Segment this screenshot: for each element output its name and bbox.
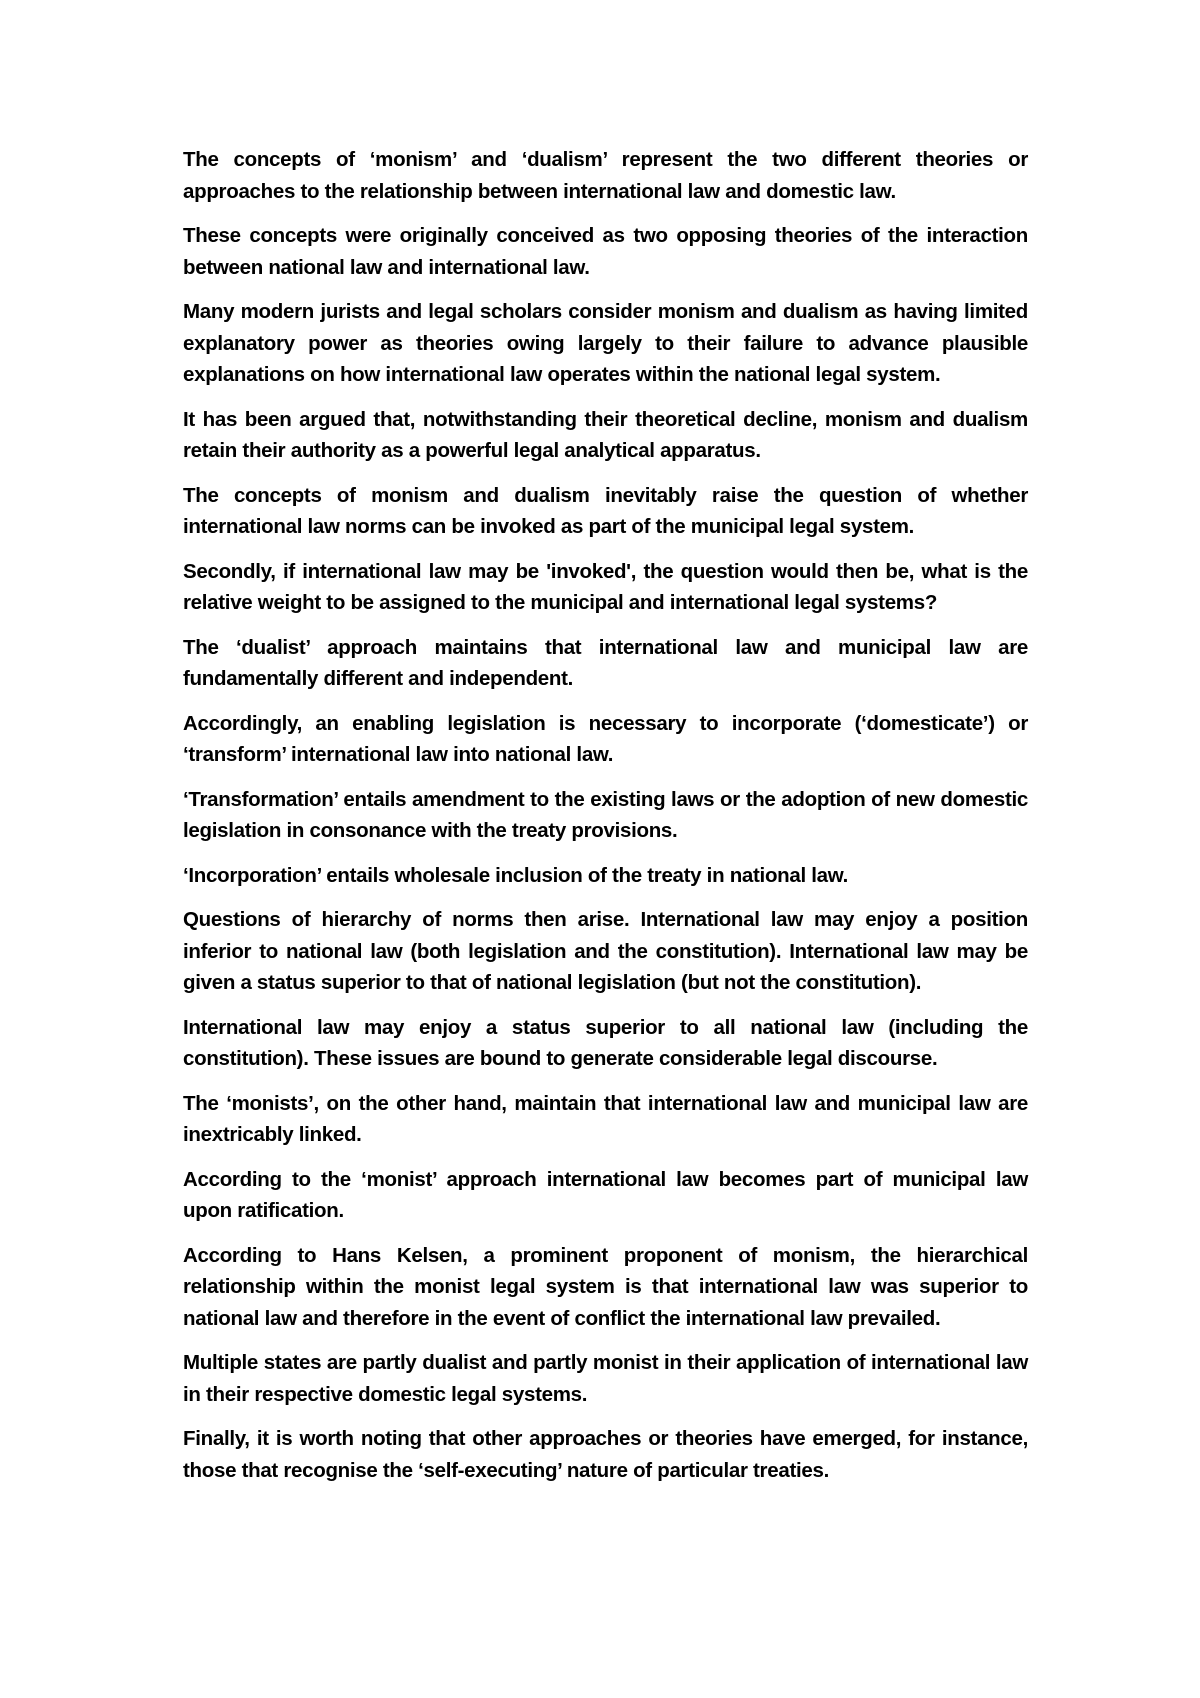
- paragraph-17: Finally, it is worth noting that other approaches or theories have emerged, for instance, those that recognise the ‘self-executing’ nature of particular treaties.: [183, 1427, 1028, 1482]
- paragraph-9: ‘Transformation’ entails amendment to the existing laws or the adoption of new domestic legislation in consonance with the treaty provisions.: [183, 787, 1028, 842]
- paragraph-16: Multiple states are partly dualist and partly monist in their application of international law in their respective domestic legal systems.: [183, 1351, 1028, 1406]
- paragraph-12: International law may enjoy a status superior to all national law (including the constitution). These issues are bound to generate considerable legal discourse.: [183, 1015, 1028, 1070]
- paragraph-11: Questions of hierarchy of norms then arise. International law may enjoy a position inferior to national law (both legislation and the constitution). International law may be given a status superior to that of national legislation (but not the constitution).: [183, 908, 1028, 994]
- paragraph-14: According to the ‘monist’ approach international law becomes part of municipal law upon ratification.: [183, 1167, 1028, 1222]
- paragraph-3: Many modern jurists and legal scholars consider monism and dualism as having limited explanatory power as theories owing largely to their failure to advance plausible explanations on how international law operates within the national legal system.: [183, 300, 1028, 386]
- paragraph-13: The ‘monists’, on the other hand, maintain that international law and municipal law are inextricably linked.: [183, 1091, 1028, 1146]
- paragraph-6: Secondly, if international law may be 'invoked', the question would then be, what is the relative weight to be assigned to the municipal and international legal systems?: [183, 559, 1028, 614]
- paragraph-5: The concepts of monism and dualism inevitably raise the question of whether international law norms can be invoked as part of the municipal legal system.: [183, 483, 1028, 538]
- paragraph-10: ‘Incorporation’ entails wholesale inclusion of the treaty in national law.: [183, 863, 849, 887]
- document-body: [183, 144, 1028, 1499]
- paragraph-1: The concepts of ‘monism’ and ‘dualism’ represent the two different theories or approaches to the relationship between international law and domestic law.: [183, 148, 1028, 203]
- paragraph-7: The ‘dualist’ approach maintains that international law and municipal law are fundamentally different and independent.: [183, 635, 1028, 690]
- paragraph-15: According to Hans Kelsen, a prominent proponent of monism, the hierarchical relationship within the monist legal system is that international law was superior to national law and therefore in the event of conflict the international law prevailed.: [183, 1243, 1028, 1330]
- paragraph-4: It has been argued that, notwithstanding their theoretical decline, monism and dualism retain their authority as a powerful legal analytical apparatus.: [183, 407, 1028, 462]
- paragraph-8: Accordingly, an enabling legislation is necessary to incorporate (‘domesticate’) or ‘transform’ international law into national law.: [183, 711, 1028, 766]
- paragraph-2: These concepts were originally conceived as two opposing theories of the interaction between national law and international law.: [183, 224, 1028, 279]
